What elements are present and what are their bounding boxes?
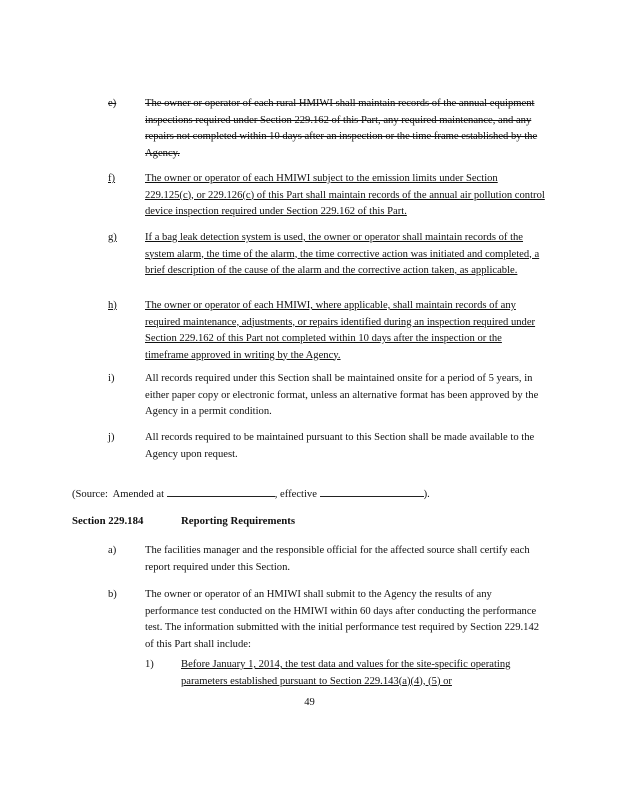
page-number: 49 xyxy=(304,697,315,708)
item-label: j) xyxy=(108,432,115,443)
item-label: i) xyxy=(108,373,115,384)
item-text: The owner or operator of each HMIWI, where applicable, shall maintain records of any required maintenance, adjustments, or repairs identified during an inspection required under Section 229.162 of this Part not completed within 10 days after the inspection or the timeframe approved in writing by the Agency. xyxy=(145,300,536,361)
amended-date-blank xyxy=(167,486,275,497)
item-text: The facilities manager and the responsible official for the affected source shall certify each report required under this Section. xyxy=(145,545,530,573)
item-text: If a bag leak detection system is used, the owner or operator shall maintain records of the system alarm, the time of the alarm, the time corrective action was initiated and completed, a brief description of the cause of the alarm and the corrective action taken, as applicable. xyxy=(145,232,540,276)
source-middle: , effective xyxy=(274,489,317,500)
source-suffix: ). xyxy=(423,489,430,500)
item-text: The owner or operator of each rural HMIWI shall maintain records of the annual equipment inspections required under Section 229.162 of this Part, any required maintenance, and any repairs not completed within 10 days after an inspection or the time frame established by the Agency. xyxy=(145,98,538,159)
item-text: The owner or operator of an HMIWI shall submit to the Agency the results of any performance test conducted on the HMIWI within 60 days after conducting the performance test. The information submitted with the initial performance test required by Section 229.142 of this Part shall include: xyxy=(145,589,540,650)
section-number: Section 229.184 xyxy=(72,515,144,527)
item-text: The owner or operator of each HMIWI subject to the emission limits under Section 229.125(c), or 229.126(c) of this Part shall maintain records of the annual air pollution control device inspection required under Section 229.162 of this Part. xyxy=(145,173,545,217)
item-label: b) xyxy=(108,589,117,600)
item-text: All records required to be maintained pursuant to this Section shall be made available to the Agency upon request. xyxy=(145,432,535,460)
item-label: e) xyxy=(108,98,117,109)
item-label: h) xyxy=(108,300,117,311)
section-title: Reporting Requirements xyxy=(181,515,296,527)
subitem-text: Before January 1, 2014, the test data and values for the site-specific operating parameters established pursuant to Section 229.143(a)(4), (5) or xyxy=(181,659,511,687)
item-label: f) xyxy=(108,173,116,184)
subitem-label: 1) xyxy=(145,659,154,670)
source-prefix: (Source: Amended at xyxy=(72,489,165,500)
source-note xyxy=(72,486,430,500)
item-text: All records required under this Section shall be maintained onsite for a period of 5 years, in either paper copy or electronic format, unless an alternative format has been approved by the Agency in a permit condition. xyxy=(145,373,539,417)
effective-date-blank xyxy=(320,486,424,497)
item-label: a) xyxy=(108,545,117,556)
item-label: g) xyxy=(108,232,117,243)
